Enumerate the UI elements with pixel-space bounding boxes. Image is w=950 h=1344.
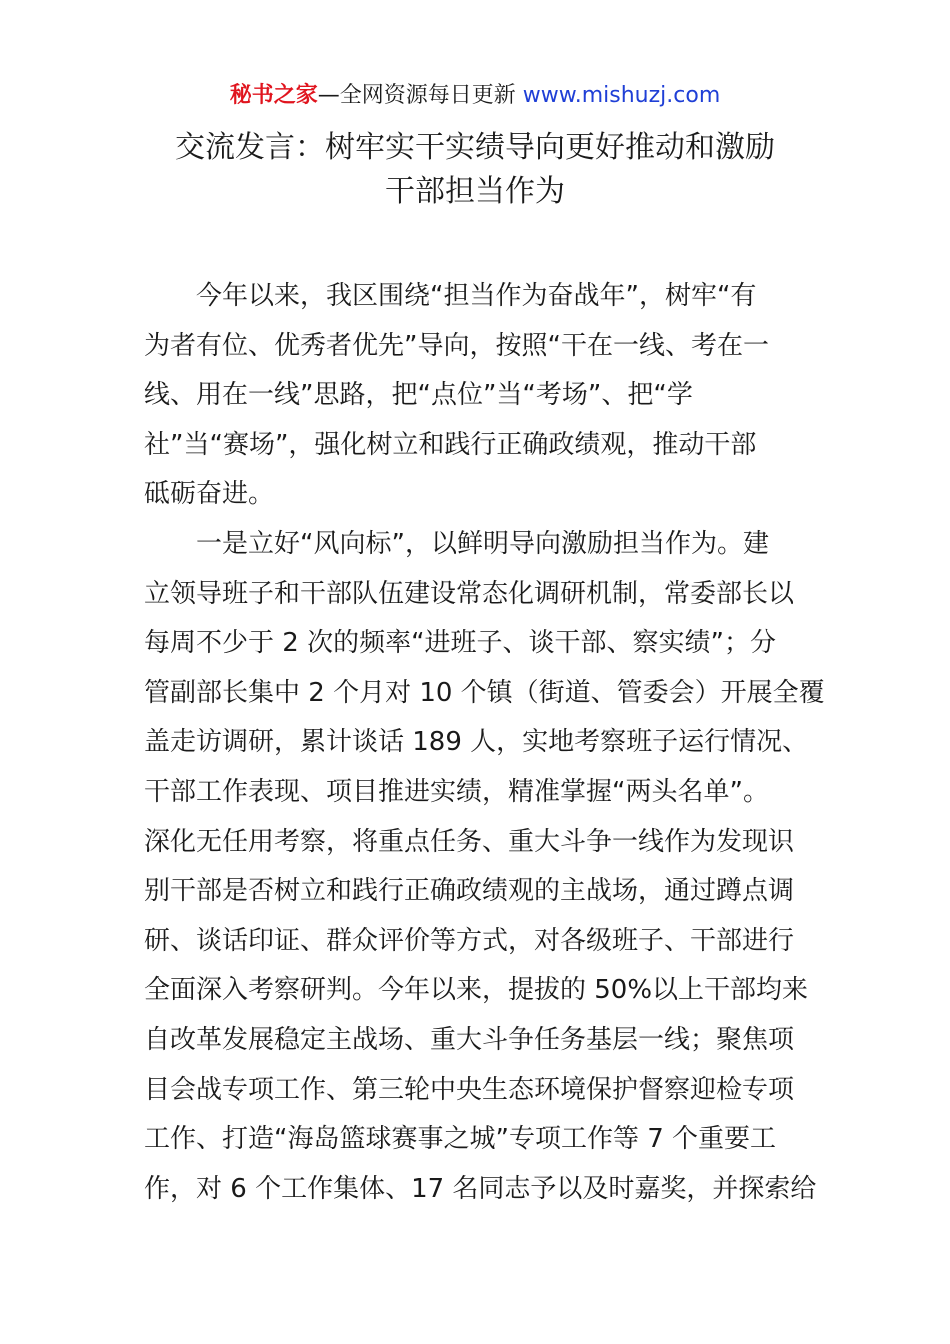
body-line: 工作、打造“海岛篮球赛事之城”专项工作等 7 个重要工 bbox=[144, 1124, 777, 1155]
body-line: 作，对 6 个工作集体、17 名同志予以及时嘉奖，并探索给 bbox=[144, 1173, 817, 1204]
body-line: 盖走访调研，累计谈话 189 人，实地考察班子运行情况、 bbox=[144, 727, 809, 758]
body-line: 深化无任用考察，将重点任务、重大斗争一线作为发现识 bbox=[144, 826, 795, 857]
title-line-2: 干部担当作为 bbox=[385, 174, 565, 209]
document-body bbox=[144, 272, 825, 1214]
site-url-link[interactable]: www.mishuzj.com bbox=[522, 83, 721, 108]
title-line-1: 交流发言：树牢实干实绩导向更好推动和激励 bbox=[175, 130, 775, 165]
body-line: 目会战专项工作、第三轮中央生态环境保护督察迎检专项 bbox=[144, 1074, 795, 1105]
body-line: 立领导班子和干部队伍建设常态化调研机制，常委部长以 bbox=[144, 578, 795, 609]
body-line: 全面深入考察研判。今年以来，提拔的 50%以上干部均来 bbox=[144, 975, 809, 1006]
body-line: 自改革发展稳定主战场、重大斗争任务基层一线；聚焦项 bbox=[144, 1024, 795, 1055]
body-line: 每周不少于 2 次的频率“进班子、谈干部、察实绩”；分 bbox=[144, 628, 777, 659]
body-line: 一是立好“风向标”，以鲜明导向激励担当作为。建 bbox=[196, 528, 769, 559]
body-line: 砥砺奋进。 bbox=[144, 479, 275, 510]
brand-name: 秘书之家 bbox=[229, 83, 318, 108]
body-line: 线、用在一线”思路，把“点位”当“考场”、把“学 bbox=[144, 380, 693, 411]
body-line: 管副部长集中 2 个月对 10 个镇（街道、管委会）开展全覆 bbox=[144, 677, 825, 708]
body-line: 干部工作表现、项目推进实绩，精准掌握“两头名单”。 bbox=[144, 776, 769, 807]
body-line: 今年以来，我区围绕“担当作为奋战年”，树牢“有 bbox=[196, 281, 757, 311]
header-tagline: —全网资源每日更新 bbox=[317, 83, 523, 108]
body-line: 别干部是否树立和践行正确政绩观的主战场，通过蹲点调 bbox=[144, 876, 795, 907]
site-header bbox=[0, 80, 950, 112]
body-line: 社”当“赛场”，强化树立和践行正确政绩观，推动干部 bbox=[144, 429, 757, 460]
document-title bbox=[0, 126, 950, 214]
body-line: 为者有位、优秀者优先”导向，按照“干在一线、考在一 bbox=[144, 330, 769, 361]
body-line: 研、谈话印证、群众评价等方式，对各级班子、干部进行 bbox=[144, 925, 795, 956]
